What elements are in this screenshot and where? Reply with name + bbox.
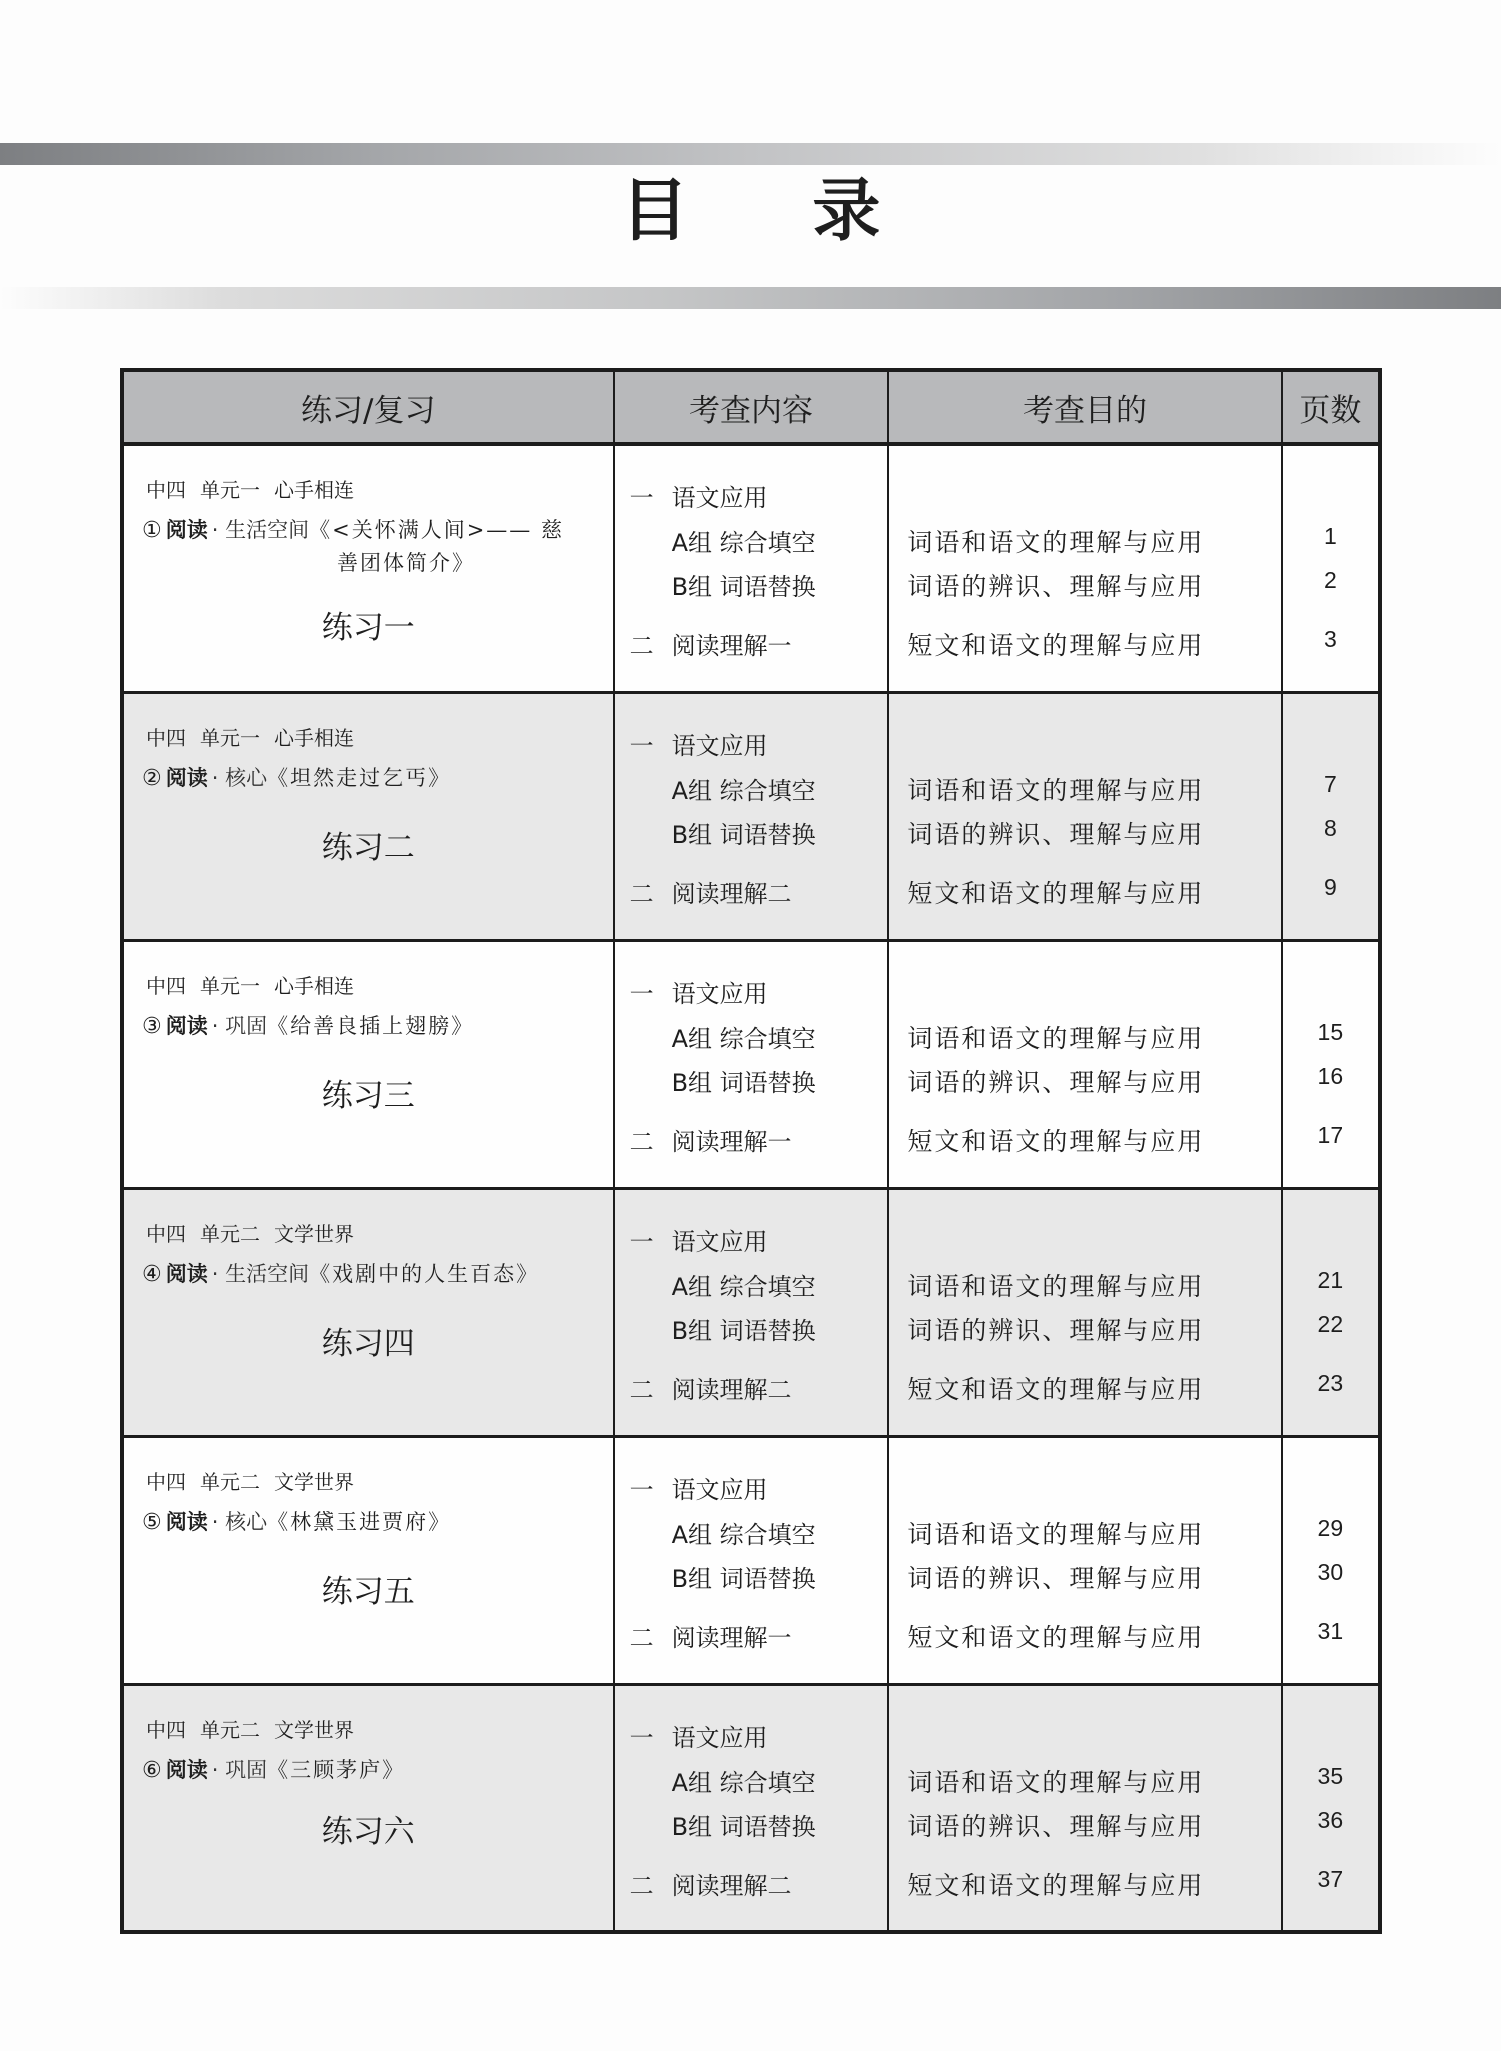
page-cell — [1282, 1684, 1380, 1932]
reading-title[interactable]: 《坦然走过乞丐》 — [267, 765, 452, 790]
purpose-section2: 短文和语文的理解与应用 — [907, 878, 1205, 908]
unit-number: 单元二 — [200, 1717, 260, 1742]
content-cell — [614, 444, 889, 692]
purpose-group-a: 词语和语文的理解与应用 — [907, 1519, 1205, 1549]
exercise-cell[interactable] — [122, 692, 614, 940]
content-section2: 二 阅读理解二 — [629, 1375, 792, 1404]
table-row[interactable] — [122, 1436, 1380, 1684]
unit-number: 单元二 — [200, 1469, 260, 1494]
table-row[interactable] — [122, 692, 1380, 940]
grade-label: 中四 — [146, 1469, 186, 1494]
table-row[interactable] — [122, 940, 1380, 1188]
page-number-section2[interactable]: 9 — [1323, 873, 1337, 900]
unit-line — [146, 1714, 368, 1743]
unit-number: 单元一 — [200, 478, 260, 502]
exercise-cell[interactable] — [122, 940, 614, 1188]
page-number-section2[interactable]: 31 — [1317, 1617, 1344, 1644]
page-number-group-b[interactable]: 8 — [1323, 814, 1337, 841]
unit-theme: 文学世界 — [274, 1717, 354, 1742]
purpose-group-a: 词语和语文的理解与应用 — [907, 528, 1205, 557]
purpose-group-a: 词语和语文的理解与应用 — [907, 1767, 1205, 1797]
page-number-group-a[interactable]: 1 — [1323, 523, 1337, 549]
content-group-b: B组 词语替换 — [671, 820, 816, 849]
content-group-b: B组 词语替换 — [671, 573, 816, 601]
content-section1: 一 语文应用 — [629, 1227, 768, 1256]
table-row[interactable] — [122, 1684, 1380, 1932]
reading-number-icon: ⑥ — [142, 1757, 162, 1783]
content-group-b: B组 词语替换 — [671, 1812, 816, 1841]
purpose-cell — [888, 444, 1281, 692]
content-cell — [614, 1684, 889, 1932]
exercise-cell[interactable] — [122, 1436, 614, 1684]
content-section2: 二 阅读理解二 — [629, 879, 792, 908]
reading-line — [142, 1506, 451, 1539]
reading-type: · 巩固 — [211, 1013, 268, 1038]
bottom-gradient-bar — [0, 287, 1501, 309]
page-number-group-b[interactable]: 36 — [1317, 1806, 1344, 1833]
purpose-group-a: 词语和语文的理解与应用 — [907, 1023, 1205, 1053]
page-number-group-b[interactable]: 30 — [1317, 1558, 1344, 1585]
content-cell — [614, 1436, 889, 1684]
reading-number-icon: ② — [142, 765, 162, 791]
page-number-group-b[interactable]: 16 — [1317, 1062, 1344, 1089]
purpose-section2: 短文和语文的理解与应用 — [907, 1126, 1205, 1156]
reading-title[interactable]: 《<关怀满人间>—— 慈 — [309, 518, 564, 542]
content-section1: 一 语文应用 — [629, 484, 768, 512]
page-number-group-a[interactable]: 15 — [1317, 1018, 1344, 1045]
header-content: 考查内容 — [614, 370, 889, 444]
purpose-group-b: 词语的辨识、理解与应用 — [907, 819, 1205, 849]
unit-number: 单元二 — [200, 1221, 260, 1246]
page-cell — [1282, 940, 1380, 1188]
page-cell — [1282, 692, 1380, 940]
reading-title[interactable]: 《给善良插上翅膀》 — [267, 1013, 475, 1038]
content-group-b: B组 词语替换 — [671, 1564, 816, 1593]
table-row[interactable] — [122, 444, 1380, 692]
reading-label: 阅读 — [165, 1013, 208, 1038]
reading-title-continued: 善团体简介》 — [337, 551, 475, 575]
content-group-a: A组 综合填空 — [671, 1520, 816, 1549]
exercise-name[interactable]: 练习五 — [321, 1573, 415, 1610]
reading-label: 阅读 — [165, 1261, 208, 1286]
purpose-cell — [888, 1188, 1281, 1436]
reading-line — [142, 1258, 539, 1291]
page-number-group-a[interactable]: 7 — [1323, 770, 1337, 797]
reading-title[interactable]: 《林黛玉进贾府》 — [267, 1509, 452, 1534]
reading-number-icon: ③ — [142, 1013, 162, 1039]
reading-type: · 核心 — [211, 765, 268, 790]
purpose-group-a: 词语和语文的理解与应用 — [907, 775, 1205, 805]
page-number-group-b[interactable]: 22 — [1317, 1310, 1344, 1337]
reading-title[interactable]: 《戏剧中的人生百态》 — [309, 1261, 540, 1286]
unit-theme: 文学世界 — [274, 1221, 354, 1246]
content-section2: 二 阅读理解二 — [629, 1871, 792, 1900]
reading-label: 阅读 — [165, 765, 208, 790]
content-section1: 一 语文应用 — [629, 1475, 768, 1504]
unit-line — [146, 1218, 368, 1247]
exercise-name[interactable]: 练习四 — [321, 1325, 415, 1362]
content-group-a: A组 综合填空 — [671, 776, 816, 805]
reading-label: 阅读 — [165, 518, 208, 542]
page-number-section2[interactable]: 3 — [1323, 626, 1337, 652]
page-number-section2[interactable]: 37 — [1317, 1865, 1344, 1892]
grade-label: 中四 — [146, 1221, 186, 1246]
reading-type: · 生活空间 — [211, 518, 310, 542]
top-gradient-bar — [0, 143, 1501, 165]
page-cell — [1282, 1436, 1380, 1684]
content-group-a: A组 综合填空 — [671, 1272, 816, 1301]
exercise-name[interactable]: 练习二 — [321, 829, 415, 866]
grade-label: 中四 — [146, 973, 186, 998]
reading-type: · 生活空间 — [211, 1261, 310, 1286]
reading-line — [142, 1010, 474, 1043]
content-section1: 一 语文应用 — [629, 979, 768, 1008]
unit-theme: 文学世界 — [274, 1469, 354, 1494]
purpose-cell — [888, 1436, 1281, 1684]
content-section2: 二 阅读理解一 — [629, 632, 792, 660]
content-group-a: A组 综合填空 — [671, 1768, 816, 1797]
page-number-section2[interactable]: 23 — [1317, 1369, 1344, 1396]
reading-number-icon: ① — [142, 518, 162, 543]
header-exercise: 练习/复习 — [122, 370, 614, 444]
page-number-group-b[interactable]: 2 — [1323, 567, 1337, 593]
content-cell — [614, 940, 889, 1188]
purpose-cell — [888, 940, 1281, 1188]
unit-line — [146, 722, 368, 751]
content-section2: 二 阅读理解一 — [629, 1127, 792, 1156]
exercise-cell[interactable] — [122, 1188, 614, 1436]
unit-theme: 心手相连 — [274, 478, 354, 502]
exercise-cell[interactable] — [122, 1684, 614, 1932]
content-section1: 一 语文应用 — [629, 1723, 768, 1752]
reading-type: · 巩固 — [211, 1757, 268, 1782]
purpose-group-b: 词语的辨识、理解与应用 — [907, 1315, 1205, 1345]
grade-label: 中四 — [146, 725, 186, 750]
purpose-group-b: 词语的辨识、理解与应用 — [907, 1563, 1205, 1593]
grade-label: 中四 — [146, 1717, 186, 1742]
content-group-a: A组 综合填空 — [671, 1024, 816, 1053]
purpose-section2: 短文和语文的理解与应用 — [907, 1374, 1205, 1404]
table-row[interactable] — [122, 1188, 1380, 1436]
reading-label: 阅读 — [165, 1757, 208, 1782]
content-group-b: B组 词语替换 — [671, 1316, 816, 1345]
unit-line — [146, 970, 368, 999]
reading-number-icon: ⑤ — [142, 1509, 162, 1535]
purpose-group-b: 词语的辨识、理解与应用 — [907, 1067, 1205, 1097]
content-group-a: A组 综合填空 — [671, 529, 816, 557]
page-cell — [1282, 444, 1380, 692]
unit-theme: 心手相连 — [274, 973, 354, 998]
purpose-group-b: 词语的辨识、理解与应用 — [907, 572, 1205, 601]
page-cell — [1282, 1188, 1380, 1436]
unit-theme: 心手相连 — [274, 725, 354, 750]
unit-line — [146, 474, 368, 503]
reading-line — [142, 1754, 405, 1787]
exercise-name[interactable]: 练习一 — [321, 610, 415, 646]
page-number-group-a[interactable]: 29 — [1317, 1514, 1344, 1541]
reading-type: · 核心 — [211, 1509, 268, 1534]
unit-number: 单元一 — [200, 973, 260, 998]
reading-line — [142, 762, 451, 795]
page-number-group-a[interactable]: 35 — [1317, 1762, 1344, 1789]
exercise-cell[interactable] — [122, 444, 614, 692]
grade-label: 中四 — [146, 478, 186, 502]
unit-number: 单元一 — [200, 725, 260, 750]
header-pages: 页数 — [1282, 370, 1380, 444]
content-cell — [614, 692, 889, 940]
purpose-group-b: 词语的辨识、理解与应用 — [907, 1811, 1205, 1841]
header-purpose: 考查目的 — [888, 370, 1281, 444]
reading-number-icon: ④ — [142, 1261, 162, 1287]
table-header-row — [122, 370, 1380, 444]
purpose-cell — [888, 692, 1281, 940]
page-number-group-a[interactable]: 21 — [1317, 1266, 1344, 1293]
table-of-contents — [120, 368, 1382, 1934]
unit-line — [146, 1466, 368, 1495]
reading-title[interactable]: 《三顾茅庐》 — [267, 1757, 406, 1782]
content-section1: 一 语文应用 — [629, 731, 768, 760]
content-group-b: B组 词语替换 — [671, 1068, 816, 1097]
exercise-name[interactable]: 练习六 — [321, 1813, 415, 1850]
reading-line — [142, 514, 564, 547]
purpose-section2: 短文和语文的理解与应用 — [907, 1622, 1205, 1652]
content-cell — [614, 1188, 889, 1436]
purpose-group-a: 词语和语文的理解与应用 — [907, 1271, 1205, 1301]
content-section2: 二 阅读理解一 — [629, 1623, 792, 1652]
page-number-section2[interactable]: 17 — [1317, 1121, 1344, 1148]
page-title: 目 录 — [620, 172, 931, 251]
purpose-section2: 短文和语文的理解与应用 — [907, 631, 1205, 660]
exercise-name[interactable]: 练习三 — [321, 1077, 415, 1114]
purpose-section2: 短文和语文的理解与应用 — [907, 1870, 1205, 1900]
reading-label: 阅读 — [165, 1509, 208, 1534]
purpose-cell — [888, 1684, 1281, 1932]
